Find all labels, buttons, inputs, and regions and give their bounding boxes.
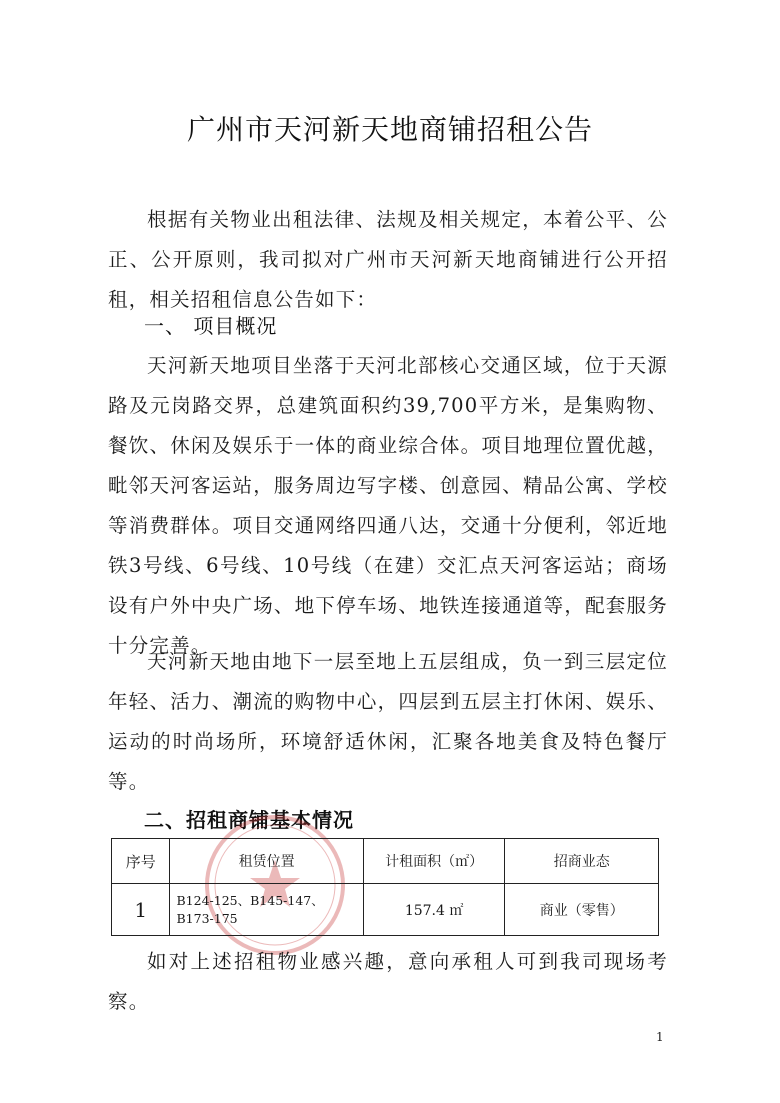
section1-paragraph-2: 天河新天地由地下一层至地上五层组成，负一到三层定位年轻、活力、潮流的购物中心，四层到五层主打休闲、娱乐、运动的时尚场所，环境舒适休闲，汇聚各地美食及特色餐厅等。 xyxy=(108,650,668,793)
cell-business-type: 商业（零售） xyxy=(505,884,659,936)
cell-no: 1 xyxy=(112,884,170,936)
header-area: 计租面积（㎡） xyxy=(363,839,505,884)
intro-paragraph: 根据有关物业出租法律、法规及相关规定，本着公平、公正、公开原则，我司拟对广州市天河新天地商铺进行公开招租，相关招租信息公告如下： xyxy=(108,208,668,311)
header-no: 序号 xyxy=(112,839,170,884)
table-row xyxy=(112,884,659,936)
header-location: 租赁位置 xyxy=(170,839,363,884)
section2-heading: 二、招租商铺基本情况 xyxy=(144,808,354,832)
page-title: 广州市天河新天地商铺招租公告 xyxy=(186,113,593,146)
table-header-row xyxy=(112,839,659,884)
section1-paragraph-1: 天河新天地项目坐落于天河北部核心交通区域，位于天源路及元岗路交界，总建筑面积约39,700平方米，是集购物、餐饮、休闲及娱乐于一体的商业综合体。项目地理位置优越，毗邻天河客运站，服务周边写字楼、创意园、精品公寓、学校等消费群体。项目交通网络四通八达，交通十分便利，邻近地铁3号线、6号线、10号线（在建）交汇点天河客运站；商场设有户外中央广场、地下停车场、地铁连接通道等，配套服务十分完善。 xyxy=(108,354,668,657)
header-business-type: 招商业态 xyxy=(505,839,659,884)
cell-location: B124-125、B145-147、 B173-175 xyxy=(170,884,363,936)
section1-heading: 一、 项目概况 xyxy=(144,314,278,338)
closing-paragraph: 如对上述招租物业感兴趣，意向承租人可到我司现场考察。 xyxy=(108,950,668,1013)
page-number: 1 xyxy=(656,1030,664,1044)
cell-area: 157.4 ㎡ xyxy=(363,884,505,936)
rental-table xyxy=(111,838,659,936)
